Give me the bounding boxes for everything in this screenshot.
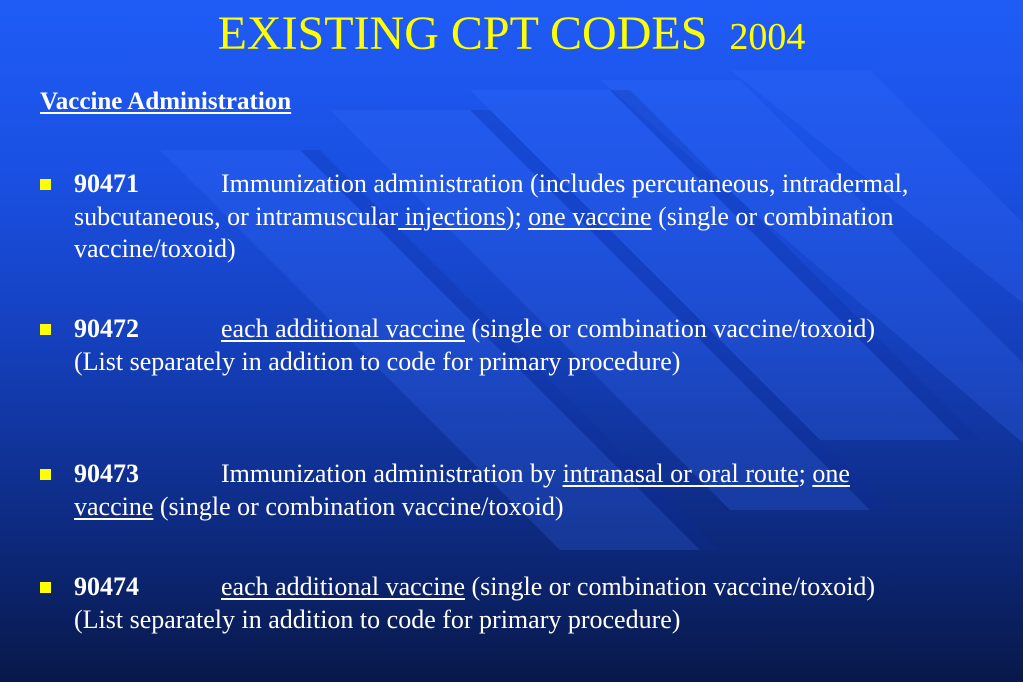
item-text: (single or combination vaccine/toxoid) <box>74 201 894 263</box>
item-text: ); <box>505 201 529 231</box>
item-text: (single or combination vaccine/toxoid) (List separately in addition to code for primary procedure) <box>74 572 876 634</box>
item-text: ; <box>798 459 813 488</box>
list-item-text <box>74 313 920 378</box>
underlined-term: injections <box>398 201 506 231</box>
square-bullet-icon <box>40 582 51 593</box>
underlined-term: each additional vaccine <box>221 314 465 343</box>
underlined-term: each additional vaccine <box>221 572 465 601</box>
list-item-text <box>74 458 920 523</box>
square-bullet-icon <box>40 324 51 335</box>
slide-title <box>0 6 1023 65</box>
item-text: Immunization administration (includes percutaneous, intradermal, subcutaneous, or intramuscular <box>74 169 909 231</box>
section-heading: Vaccine Administration <box>40 88 292 115</box>
title-text: EXISTING CPT CODES <box>217 7 708 60</box>
item-text: (single or combination vaccine/toxoid) (List separately in addition to code for primary procedure) <box>74 314 876 376</box>
square-bullet-icon <box>40 469 51 480</box>
list-item-text <box>74 168 920 266</box>
cpt-code: 90474 <box>74 572 139 601</box>
item-text: (single or combination vaccine/toxoid) <box>153 491 564 521</box>
underlined-term: one vaccine <box>74 459 850 521</box>
list-item <box>40 458 920 523</box>
cpt-code: 90471 <box>74 169 139 198</box>
underlined-term: one vaccine <box>528 201 652 231</box>
cpt-code: 90472 <box>74 314 139 343</box>
square-bullet-icon <box>40 179 51 190</box>
underlined-term: intranasal or oral route <box>562 459 799 488</box>
list-item <box>40 313 920 378</box>
list-item <box>40 168 920 266</box>
list-item-text <box>74 571 920 636</box>
item-text: Immunization administration by <box>221 459 563 488</box>
list-item <box>40 571 920 636</box>
cpt-code: 90473 <box>74 459 139 488</box>
title-year: 2004 <box>729 16 806 58</box>
